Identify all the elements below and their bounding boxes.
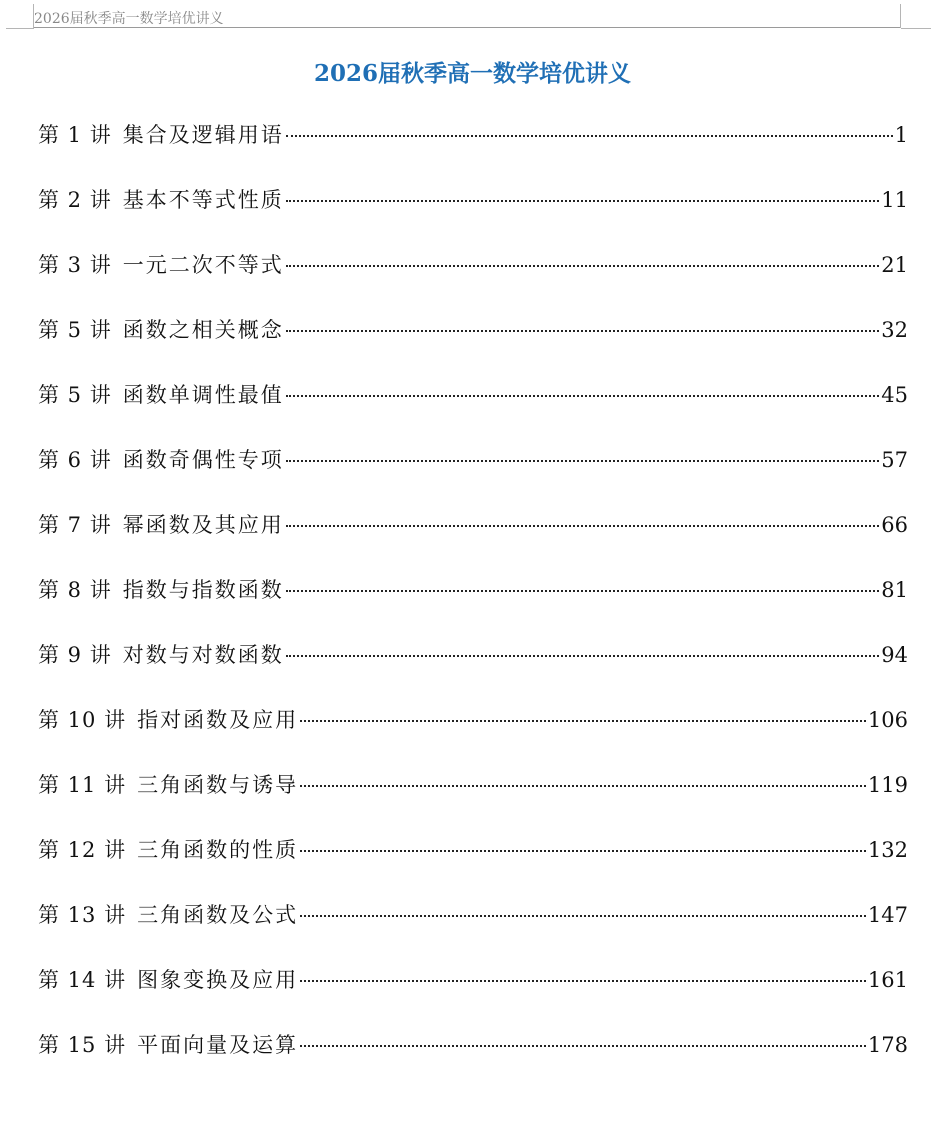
toc-entry[interactable] bbox=[38, 372, 908, 437]
toc-entry-page: 94 bbox=[881, 643, 908, 667]
dot-leader bbox=[300, 980, 866, 982]
dot-leader bbox=[300, 850, 866, 852]
dot-leader bbox=[300, 785, 866, 787]
toc-entry-number: 第 5 讲 bbox=[38, 318, 112, 342]
toc-entry-number: 第 5 讲 bbox=[38, 383, 112, 407]
toc-entry-number: 第 15 讲 bbox=[38, 1033, 127, 1057]
toc-entry-title: 函数之相关概念 bbox=[122, 318, 284, 342]
toc-entry-title: 幂函数及其应用 bbox=[122, 513, 284, 537]
toc-entry-number: 第 11 讲 bbox=[38, 773, 127, 797]
toc-entry[interactable] bbox=[38, 112, 908, 177]
toc-entry-title: 图象变换及应用 bbox=[137, 968, 299, 992]
crop-mark-right-horizontal bbox=[901, 28, 931, 29]
running-title: 2026届秋季高一数学培优讲义 bbox=[34, 11, 224, 27]
toc-entry[interactable] bbox=[38, 502, 908, 567]
toc-entry-page: 66 bbox=[881, 513, 908, 537]
toc-entry-number: 第 3 讲 bbox=[38, 253, 112, 277]
toc-entry[interactable] bbox=[38, 762, 908, 827]
dot-leader bbox=[286, 525, 880, 527]
toc-entry-title: 平面向量及运算 bbox=[137, 1033, 299, 1057]
toc-entry-title: 一元二次不等式 bbox=[122, 253, 284, 277]
dot-leader bbox=[286, 265, 880, 267]
toc-entry-title: 指对函数及应用 bbox=[137, 708, 299, 732]
dot-leader bbox=[300, 1045, 866, 1047]
toc-entry-page: 21 bbox=[881, 253, 908, 277]
toc-entry-number: 第 1 讲 bbox=[38, 123, 112, 147]
dot-leader bbox=[300, 720, 866, 722]
toc-entry-page: 45 bbox=[881, 383, 908, 407]
toc-entry-page: 106 bbox=[867, 708, 908, 732]
toc-entry-number: 第 10 讲 bbox=[38, 708, 127, 732]
toc-entry[interactable] bbox=[38, 437, 908, 502]
dot-leader bbox=[286, 590, 880, 592]
dot-leader bbox=[286, 200, 880, 202]
toc-entry-number: 第 2 讲 bbox=[38, 188, 112, 212]
crop-mark-left-horizontal bbox=[6, 28, 34, 29]
toc-entry-title: 函数奇偶性专项 bbox=[122, 448, 284, 472]
toc-entry-page: 161 bbox=[867, 968, 908, 992]
toc-entry[interactable] bbox=[38, 567, 908, 632]
toc-entry-number: 第 8 讲 bbox=[38, 578, 112, 602]
page-header bbox=[34, 6, 900, 28]
toc-entry[interactable] bbox=[38, 957, 908, 1022]
toc-entry-page: 57 bbox=[881, 448, 908, 472]
toc-entry[interactable] bbox=[38, 177, 908, 242]
dot-leader bbox=[286, 395, 880, 397]
toc-entry[interactable] bbox=[38, 827, 908, 892]
toc-entry-title: 对数与对数函数 bbox=[122, 643, 284, 667]
toc-entry-title: 基本不等式性质 bbox=[122, 188, 284, 212]
crop-mark-right-vertical bbox=[900, 4, 901, 28]
toc-entry-number: 第 7 讲 bbox=[38, 513, 112, 537]
toc-entry-title: 指数与指数函数 bbox=[122, 578, 284, 602]
dot-leader bbox=[286, 135, 893, 137]
document-title: 2026届秋季高一数学培优讲义 bbox=[313, 60, 631, 87]
dot-leader bbox=[300, 915, 866, 917]
toc-entry-title: 三角函数与诱导 bbox=[137, 773, 299, 797]
toc-entry-page: 147 bbox=[867, 903, 908, 927]
toc-entry-number: 第 6 讲 bbox=[38, 448, 112, 472]
dot-leader bbox=[286, 460, 880, 462]
toc-entry-title: 三角函数的性质 bbox=[137, 838, 299, 862]
dot-leader bbox=[286, 330, 880, 332]
toc-entry[interactable] bbox=[38, 307, 908, 372]
toc-entry-number: 第 12 讲 bbox=[38, 838, 127, 862]
dot-leader bbox=[286, 655, 880, 657]
toc-entry-page: 32 bbox=[881, 318, 908, 342]
toc-entry[interactable] bbox=[38, 1022, 908, 1087]
toc-entry-number: 第 13 讲 bbox=[38, 903, 127, 927]
toc-entry[interactable] bbox=[38, 892, 908, 957]
toc-entry-page: 11 bbox=[881, 188, 908, 212]
toc-entry-number: 第 9 讲 bbox=[38, 643, 112, 667]
toc-entry-title: 函数单调性最值 bbox=[122, 383, 284, 407]
table-of-contents bbox=[38, 112, 908, 1087]
toc-entry-page: 1 bbox=[894, 123, 908, 147]
toc-entry[interactable] bbox=[38, 242, 908, 307]
toc-entry[interactable] bbox=[38, 632, 908, 697]
toc-entry[interactable] bbox=[38, 697, 908, 762]
toc-entry-title: 集合及逻辑用语 bbox=[122, 123, 284, 147]
toc-entry-page: 81 bbox=[881, 578, 908, 602]
toc-entry-title: 三角函数及公式 bbox=[137, 903, 299, 927]
toc-entry-page: 178 bbox=[867, 1033, 908, 1057]
toc-entry-page: 132 bbox=[867, 838, 908, 862]
toc-entry-page: 119 bbox=[867, 773, 908, 797]
toc-entry-number: 第 14 讲 bbox=[38, 968, 127, 992]
